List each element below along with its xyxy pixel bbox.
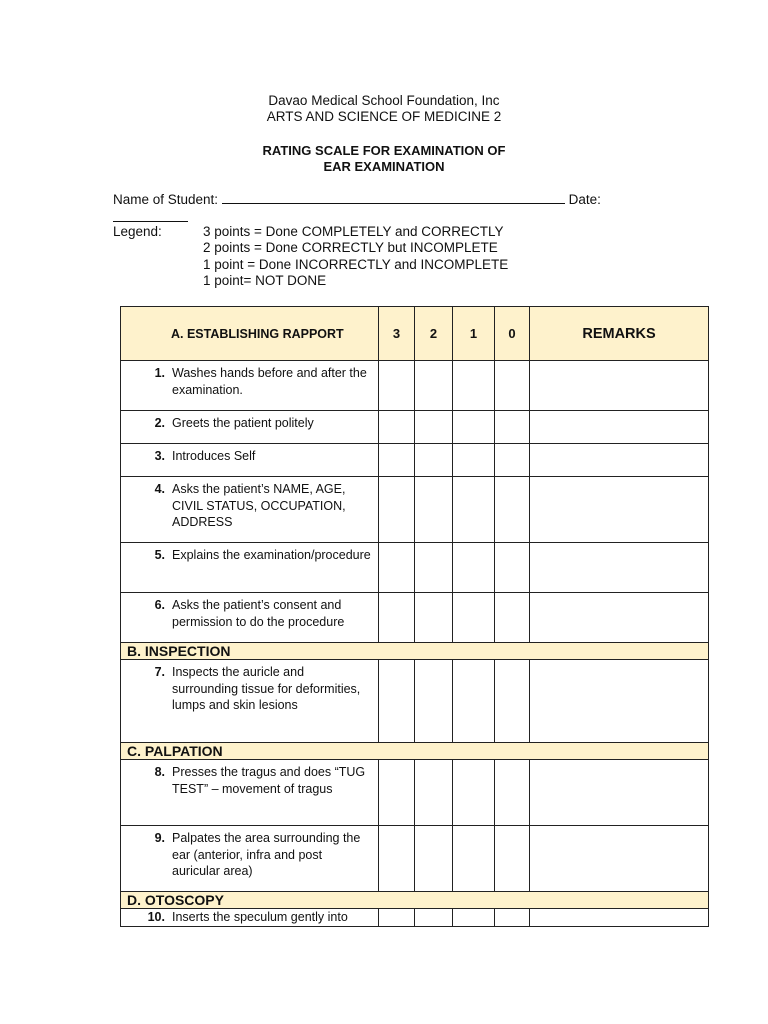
table-row bbox=[121, 477, 709, 543]
score-header-2: 2 bbox=[415, 307, 453, 361]
item-cell bbox=[121, 760, 379, 826]
score-cell-3[interactable] bbox=[379, 411, 415, 444]
score-cell-2[interactable] bbox=[415, 543, 453, 593]
score-cell-1[interactable] bbox=[453, 826, 495, 892]
score-cell-2[interactable] bbox=[415, 826, 453, 892]
section-row bbox=[121, 892, 709, 909]
item-number: 1. bbox=[154, 366, 165, 380]
score-cell-1[interactable] bbox=[453, 444, 495, 477]
item-number: 3. bbox=[154, 449, 165, 463]
item-cell bbox=[121, 361, 379, 411]
item-text: Inspects the auricle and surrounding tissue for deformities, lumps and skin lesions bbox=[172, 665, 361, 712]
remarks-cell[interactable] bbox=[530, 361, 709, 411]
score-cell-2[interactable] bbox=[415, 477, 453, 543]
score-cell-0[interactable] bbox=[495, 826, 530, 892]
score-cell-3[interactable] bbox=[379, 826, 415, 892]
item-text: Introduces Self bbox=[172, 449, 256, 463]
table-row bbox=[121, 593, 709, 643]
remarks-cell[interactable] bbox=[530, 543, 709, 593]
score-cell-1[interactable] bbox=[453, 593, 495, 643]
table-row bbox=[121, 361, 709, 411]
date-blank[interactable] bbox=[113, 209, 188, 222]
score-cell-2[interactable] bbox=[415, 909, 453, 927]
score-cell-2[interactable] bbox=[415, 760, 453, 826]
score-cell-1[interactable] bbox=[453, 543, 495, 593]
score-cell-0[interactable] bbox=[495, 444, 530, 477]
date-label: Date: bbox=[568, 192, 601, 207]
item-text: Asks the patient’s NAME, AGE, CIVIL STATUS, OCCUPATION, ADDRESS bbox=[172, 482, 346, 529]
doc-title-line2: EAR EXAMINATION bbox=[323, 159, 445, 174]
section-row bbox=[121, 743, 709, 760]
score-header-0: 0 bbox=[495, 307, 530, 361]
item-cell bbox=[121, 477, 379, 543]
score-cell-0[interactable] bbox=[495, 543, 530, 593]
score-cell-0[interactable] bbox=[495, 411, 530, 444]
section-b-header: B. INSPECTION bbox=[121, 643, 709, 660]
item-text: Presses the tragus and does “TUG TEST” – movement of tragus bbox=[172, 765, 366, 796]
course-name: ARTS AND SCIENCE OF MEDICINE 2 bbox=[266, 109, 502, 124]
section-row bbox=[121, 643, 709, 660]
table-row bbox=[121, 411, 709, 444]
score-cell-3[interactable] bbox=[379, 477, 415, 543]
score-cell-0[interactable] bbox=[495, 660, 530, 743]
score-cell-1[interactable] bbox=[453, 411, 495, 444]
score-cell-1[interactable] bbox=[453, 760, 495, 826]
item-text: Explains the examination/procedure bbox=[172, 548, 371, 562]
score-cell-2[interactable] bbox=[415, 411, 453, 444]
legend-item: 3 points = Done COMPLETELY and CORRECTLY bbox=[203, 224, 504, 239]
score-cell-0[interactable] bbox=[495, 477, 530, 543]
remarks-cell[interactable] bbox=[530, 593, 709, 643]
score-cell-3[interactable] bbox=[379, 543, 415, 593]
score-cell-2[interactable] bbox=[415, 660, 453, 743]
score-header-3: 3 bbox=[379, 307, 415, 361]
section-c-header: C. PALPATION bbox=[121, 743, 709, 760]
item-cell bbox=[121, 826, 379, 892]
item-text: Palpates the area surrounding the ear (anterior, infra and post auricular area) bbox=[172, 831, 361, 878]
legend-item: 1 point= NOT DONE bbox=[203, 272, 327, 288]
doc-title-line1: RATING SCALE FOR EXAMINATION OF bbox=[262, 143, 506, 158]
score-cell-3[interactable] bbox=[379, 909, 415, 927]
score-cell-0[interactable] bbox=[495, 760, 530, 826]
score-cell-3[interactable] bbox=[379, 593, 415, 643]
remarks-cell[interactable] bbox=[530, 760, 709, 826]
item-cell bbox=[121, 543, 379, 593]
legend-label: Legend: bbox=[113, 224, 162, 239]
item-number: 4. bbox=[154, 482, 165, 496]
table-row bbox=[121, 660, 709, 743]
score-cell-0[interactable] bbox=[495, 361, 530, 411]
legend-item: 1 point = Done INCORRECTLY and INCOMPLETE bbox=[203, 256, 509, 272]
score-cell-2[interactable] bbox=[415, 444, 453, 477]
table-row bbox=[121, 909, 709, 927]
score-header-1: 1 bbox=[453, 307, 495, 361]
item-cell bbox=[121, 444, 379, 477]
item-cell bbox=[121, 660, 379, 743]
item-text: Washes hands before and after the examination. bbox=[172, 366, 367, 397]
item-text: Inserts the speculum gently into bbox=[172, 910, 348, 924]
remarks-cell[interactable] bbox=[530, 826, 709, 892]
item-number: 2. bbox=[154, 416, 165, 430]
legend-item: 2 points = Done CORRECTLY but INCOMPLETE bbox=[203, 240, 498, 256]
remarks-cell[interactable] bbox=[530, 660, 709, 743]
score-cell-0[interactable] bbox=[495, 909, 530, 927]
item-cell bbox=[121, 411, 379, 444]
org-name: Davao Medical School Foundation, Inc bbox=[268, 93, 500, 108]
table-row bbox=[121, 760, 709, 826]
item-number: 10. bbox=[147, 910, 165, 924]
item-cell bbox=[121, 593, 379, 643]
score-cell-3[interactable] bbox=[379, 660, 415, 743]
remarks-cell[interactable] bbox=[530, 477, 709, 543]
legend-list bbox=[203, 224, 508, 289]
score-cell-1[interactable] bbox=[453, 477, 495, 543]
student-name-blank[interactable] bbox=[222, 191, 565, 204]
item-number: 5. bbox=[154, 548, 165, 562]
item-number: 7. bbox=[154, 665, 165, 679]
rating-table bbox=[120, 306, 709, 927]
table-row bbox=[121, 826, 709, 892]
remarks-cell[interactable] bbox=[530, 444, 709, 477]
date-blank-row bbox=[113, 209, 188, 225]
score-cell-3[interactable] bbox=[379, 760, 415, 826]
score-cell-2[interactable] bbox=[415, 361, 453, 411]
item-text: Asks the patient’s consent and permission to do the procedure bbox=[172, 598, 345, 629]
item-number: 8. bbox=[154, 765, 165, 779]
item-number: 6. bbox=[154, 598, 165, 612]
remarks-header: REMARKS bbox=[530, 307, 709, 361]
score-cell-1[interactable] bbox=[453, 660, 495, 743]
student-name-label: Name of Student: bbox=[113, 192, 219, 207]
score-cell-3[interactable] bbox=[379, 361, 415, 411]
remarks-cell[interactable] bbox=[530, 909, 709, 927]
table-row bbox=[121, 543, 709, 593]
item-number: 9. bbox=[154, 831, 165, 845]
table-row bbox=[121, 444, 709, 477]
section-d-header: D. OTOSCOPY bbox=[121, 892, 709, 909]
item-cell bbox=[121, 909, 379, 927]
score-cell-0[interactable] bbox=[495, 593, 530, 643]
table-header-row bbox=[121, 307, 709, 361]
score-cell-1[interactable] bbox=[453, 361, 495, 411]
score-cell-2[interactable] bbox=[415, 593, 453, 643]
score-cell-1[interactable] bbox=[453, 909, 495, 927]
section-a-header: A. ESTABLISHING RAPPORT bbox=[121, 307, 379, 361]
score-cell-3[interactable] bbox=[379, 444, 415, 477]
remarks-cell[interactable] bbox=[530, 411, 709, 444]
item-text: Greets the patient politely bbox=[172, 416, 314, 430]
student-name-row bbox=[113, 191, 601, 207]
